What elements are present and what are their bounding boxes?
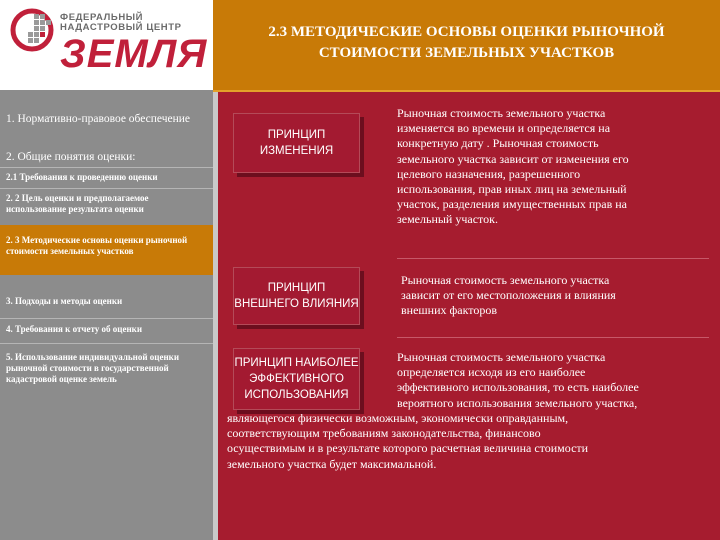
sidebar-item-individual-valuation[interactable]: 5. Использование индивидуальной оценки рыночной стоимости в государственной кадастровой оценке земель — [6, 352, 180, 384]
principle-external-influence-description — [401, 273, 709, 319]
sidebar-nav — [0, 90, 213, 540]
principle-best-use-description-continued — [227, 411, 715, 472]
page-title-line1: 2.3 МЕТОДИЧЕСКИЕ ОСНОВЫ ОЦЕНКИ РЫНОЧНОЙ — [268, 24, 665, 40]
description-line: определяется исходя из его наиболее — [397, 365, 586, 380]
description-line: земельный участок. — [397, 212, 498, 227]
page-title-line2: СТОИМОСТИ ЗЕМЕЛЬНЫХ УЧАСТКОВ — [318, 45, 615, 61]
principle-best-use-description — [397, 350, 713, 411]
principle-best-use-box: ПРИНЦИП НАИБОЛЕЕ ЭФФЕКТИВНОГО ИСПОЛЬЗОВАНИЯ — [233, 348, 360, 410]
description-line: конкретную дату . Рыночная стоимость — [397, 136, 599, 151]
principle-external-influence-box: ПРИНЦИП ВНЕШНЕГО ВЛИЯНИЯ — [233, 267, 360, 325]
description-line: соответствующим требованиям законодательства, финансово — [227, 426, 541, 441]
description-line: Рыночная стоимость земельного участка — [397, 106, 606, 120]
sidebar-edge — [213, 92, 218, 540]
sidebar-divider — [0, 343, 213, 344]
principle-change-description — [397, 106, 713, 228]
logo-mark-icon — [10, 8, 54, 52]
description-line: зависит от его местоположения и влияния — [401, 288, 616, 303]
page-title — [223, 22, 710, 64]
sidebar-divider — [0, 167, 213, 168]
sidebar-item-approaches[interactable]: 3. Подходы и методы оценки — [6, 296, 123, 306]
description-line: участок, разделения имущественных прав на — [397, 197, 628, 212]
sidebar-item-methodical-basis[interactable]: 2. 3 Методические основы оценки рыночной стоимости земельных участков — [0, 225, 213, 275]
sidebar-item-general-concepts[interactable]: 2. Общие понятия оценки: — [6, 151, 136, 163]
description-line: изменяется во времени и определяется на — [397, 121, 611, 136]
description-line: являющегося физически возможным, экономически оправданным, — [227, 411, 569, 425]
description-line: вероятного использования земельного участка, — [397, 395, 638, 410]
header-bar — [213, 0, 720, 90]
sidebar-item-normative[interactable]: 1. Нормативно-правовое обеспечение — [6, 113, 191, 125]
sidebar-item-purpose[interactable]: 2. 2 Цель оценки и предполагаемое использование результата оценки — [6, 193, 149, 214]
header-divider — [213, 90, 720, 92]
description-line: осуществимым и в результате которого расчетная величина стоимости — [227, 441, 589, 456]
sidebar-item-report-requirements[interactable]: 4. Требования к отчету об оценки — [6, 324, 143, 334]
logo-wordmark: ЗЕМЛЯ — [60, 32, 208, 76]
description-line: Рыночная стоимость земельного участка — [397, 350, 606, 364]
logo-text-line1: ФЕДЕРАЛЬНЫЙ — [60, 12, 144, 23]
sidebar-item-requirements[interactable]: 2.1 Требования к проведению оценки — [6, 172, 158, 182]
description-line: земельного участка будет максимальной. — [227, 456, 437, 471]
description-line: Рыночная стоимость земельного участка — [401, 273, 610, 287]
section-divider — [397, 337, 709, 338]
description-line: целевого назначения, разрешенного — [397, 166, 581, 181]
description-line: внешних факторов — [401, 303, 498, 318]
logo — [0, 0, 213, 90]
section-divider — [397, 258, 709, 259]
sidebar-divider — [0, 318, 213, 319]
principle-change-box: ПРИНЦИП ИЗМЕНЕНИЯ — [233, 113, 360, 173]
sidebar-divider — [0, 188, 213, 189]
logo-text-line2: НАДАСТРОВЫЙ ЦЕНТР — [60, 22, 182, 33]
description-line: эффективного использования, то есть наиболее — [397, 380, 639, 395]
description-line: использования, прав иных лиц на земельный — [397, 182, 627, 197]
description-line: земельного участка зависит от изменения его — [397, 151, 629, 166]
